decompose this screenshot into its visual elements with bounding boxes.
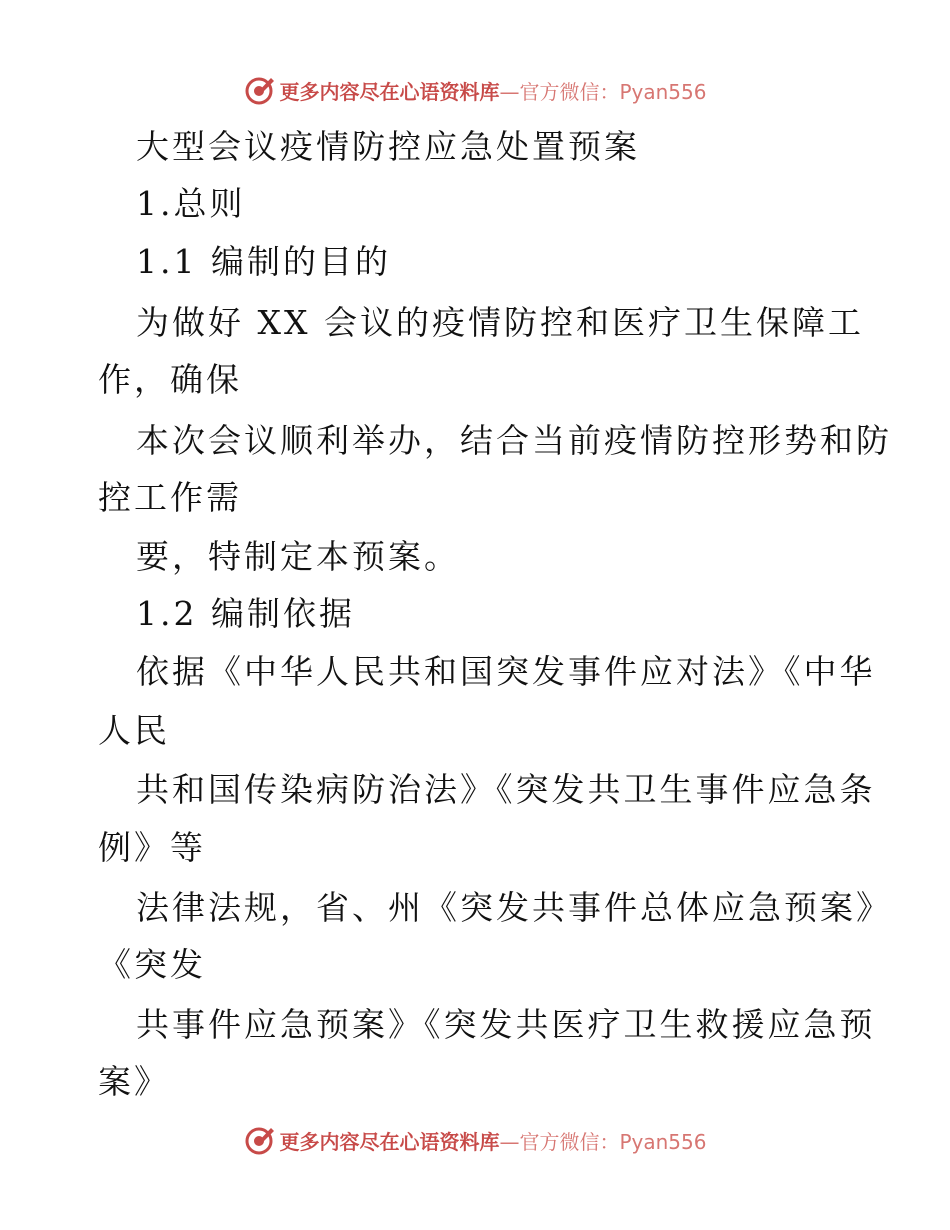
heading-basis: 1.2 编制依据 [136,594,355,633]
heading-general: 1.总则 [136,184,246,223]
banner-main-text: 更多内容尽在心语资料库 [279,1129,500,1154]
footer-watermark-banner [0,1120,950,1160]
paragraph-line: 法律法规，省、州《突发共事件总体应急预案》 [136,888,892,927]
paragraph-line: 共和国传染病防治法》《突发共卫生事件应急条 [136,770,876,809]
paragraph-line: 为做好 XX 会议的疫情防控和医疗卫生保障工 [136,303,864,342]
paragraph-line: 例》等 [98,828,206,867]
paragraph-line: 作，确保 [98,360,242,399]
paragraph-line: 《突发 [98,945,206,984]
paragraph-line: 共事件应急预案》《突发共医疗卫生救援应急预 [136,1005,876,1044]
banner-sub-text: —官方微信：Pyan556 [499,1129,707,1154]
banner-sub-text: —官方微信：Pyan556 [499,79,707,104]
paragraph-line: 要，特制定本预案。 [136,537,460,576]
paragraph-line: 本次会议顺利举办，结合当前疫情防控形势和防 [136,421,892,460]
heading-purpose: 1.1 编制的目的 [136,242,391,281]
banner-main-text: 更多内容尽在心语资料库 [279,79,500,104]
paragraph-line: 依据《中华人民共和国突发事件应对法》《中华 [136,652,876,691]
pen-logo-icon [243,1124,275,1156]
paragraph-line: 控工作需 [98,478,242,517]
paragraph-line: 案》 [98,1062,170,1101]
document-title: 大型会议疫情防控应急处置预案 [136,127,640,166]
paragraph-line: 人民 [98,711,170,750]
